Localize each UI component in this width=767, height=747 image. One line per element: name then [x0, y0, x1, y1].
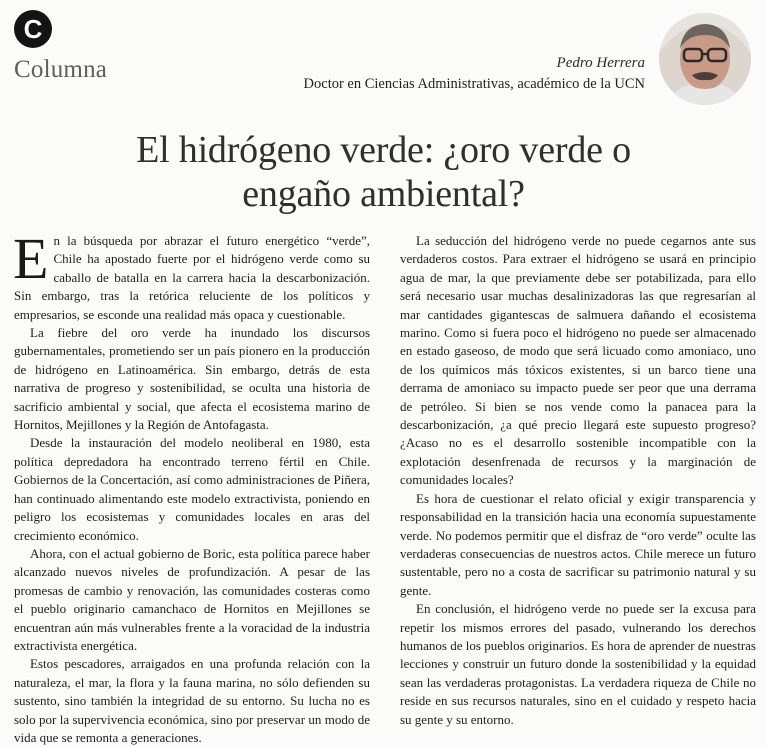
article-column-right [400, 232, 756, 729]
author-name: Pedro Herrera [556, 55, 645, 71]
column-badge-icon: C [14, 10, 52, 48]
headline-line-1: El hidrógeno verde: ¿oro verde o [136, 129, 631, 171]
article-paragraph: La seducción del hidrógeno verde no puede cegarnos ante sus verdaderos costos. Para extraer el hidrógeno se usará en principio agua de mar, la que previamente debe ser potabilizada, para ello será necesario usar muchas desalinizadoras las que regresarían al mar cantidades gigantescas de salmuera dañando el ecosistema marino. Como si fuera poco el hidrógeno no puede ser almacenado en estado gaseoso, de modo que será licuado como amoniaco, uno de los químicos más tóxicos existentes, si un barco tiene una derrama de amoniaco su impacto puede ser peor que una derrama de petróleo. Si bien se nos vende como la panacea para la descarbonización, ¿a qué precio llegará este supuesto progreso? ¿Acaso no es el desarrollo sostenible incompatible con la explotación desenfrenada de recursos y la marginación de comunidades locales? [400, 233, 756, 488]
article-paragraph [13, 226, 370, 324]
article-paragraph: Ahora, con el actual gobierno de Boric, esta política parece haber alcanzado nuevos niveles de profundización. A pesar de las promesas de cambio y renovación, las comunidades costeras como el pueblo originario camanchaco de Hornitos en Mejillones se encuentran aún más vulnerables frente a la voracidad de la industria extractivista energética. [14, 545, 371, 653]
article-column-left [13, 226, 371, 747]
drop-cap: E [13, 226, 49, 291]
article-paragraph: Estos pescadores, arraigados en una profunda relación con la naturaleza, el mar, la flora y la fauna marina, no sólo defienden su sustento, sino también la integridad de su entorno. Su lucha no es solo por la supervivencia económica, sino por preservar un modo de vida que se remonta a generaciones. [14, 656, 370, 745]
headline [40, 128, 727, 216]
author-photo [659, 13, 751, 105]
author-role: Doctor en Ciencias Administrativas, académico de la UCN [303, 76, 645, 92]
article-paragraph: Desde la instauración del modelo neoliberal en 1980, esta política depredadora ha encontrado terreno fértil en Chile. Gobiernos de la Concertación, así como administraciones de Piñera, han continuado alimentando este modelo extractivista, poniendo en peligro los ecosistemas y comunidades locales en aras del crecimiento económico. [14, 435, 370, 543]
headline-line-2: engaño ambiental? [242, 173, 525, 215]
article-paragraph: En conclusión, el hidrógeno verde no puede ser la excusa para repetir los mismos errores del pasado, vulnerando los derechos humanos de los pueblos originarios. Es hora de aprender de nuestras lecciones y construir un futuro donde la sostenibilidad y la equidad sean las verdaderas protagonistas. La verdadera riqueza de Chile no reside en sus recursos naturales, sino en el cuidado y respeto hacia su gente y su entorno. [400, 601, 756, 727]
paragraph-text: n la búsqueda por abrazar el futuro energético “verde”, Chile ha apostado fuerte por el hidrógeno verde como su caballo de batalla en la carrera hacia la descarbonización. Sin embargo, tras la retórica reluciente de los políticos y empresarios, se esconde una realidad más opaca y cuestionable. [14, 233, 370, 322]
article-paragraph: La fiebre del oro verde ha inundado los discursos gubernamentales, prometiendo ser un país pionero en la producción de hidrógeno en Latinoamérica. Sin embargo, detrás de esta narrativa de progreso y sostenibilidad, se oculta una historia de sacrificio ambiental y social, que afecta el ecosistema marino de Hornitos, Mejillones y la Región de Antofagasta. [14, 325, 370, 433]
author-block [304, 55, 645, 93]
article-paragraph: Es hora de cuestionar el relato oficial y exigir transparencia y responsabilidad en la transición hacia una economía supuestamente verde. No podemos permitir que el disfraz de “oro verde” oculte las verdaderas consecuencias de nuestros actos. Chile merece un futuro sustentable, pero no a costa de sacrificar su patrimonio natural y su gente. [400, 490, 756, 598]
section-label: Columna [14, 56, 108, 83]
